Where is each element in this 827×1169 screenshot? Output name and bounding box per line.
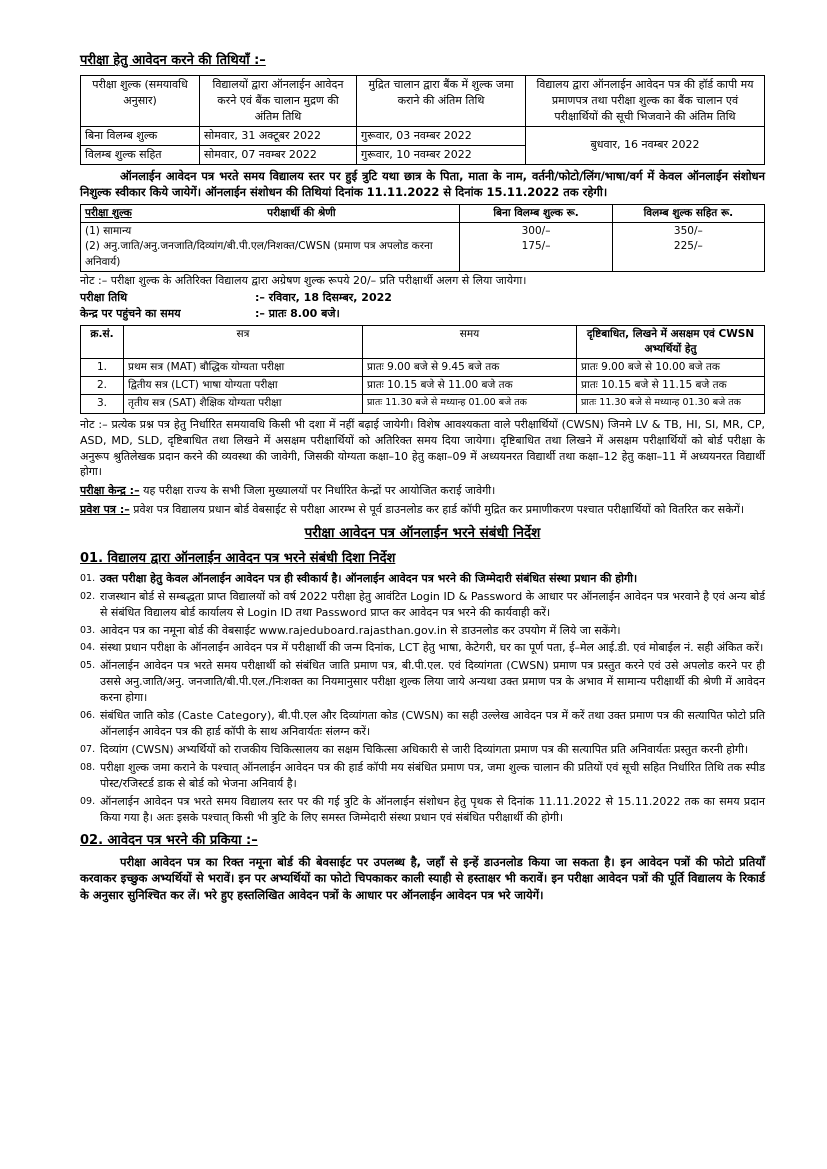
session-sno: 1. xyxy=(81,359,124,377)
reporting-time-value: :– प्रातः 8.00 बजे। xyxy=(255,306,340,320)
list-item-text: संबंधित जाति कोड (Caste Category), बी.पी.एल और दिव्यांगता कोड (CWSN) का सही उल्लेख आवेदन पत्र में करें तथा उक्त प्रमाण पत्र की सत्यापित फोटो प्रति ऑनलाईन आवेदन पत्र की हार्ड कॉपी के साथ अनिवार्यतः संलग्न करें। xyxy=(100,709,765,739)
dates-table-header xyxy=(81,75,765,126)
list-item-number: 04. xyxy=(80,642,96,654)
session-table-header xyxy=(81,325,765,358)
list-item-text: आवेदन पत्र का नमूना बोर्ड की वेबसाईट www.rajeduboard.rajasthan.gov.in से डाउनलोड कर उपयोग में लिये जा सकेंगे। xyxy=(100,623,621,637)
exam-date-label: परीक्षा तिथि xyxy=(80,290,128,304)
fee-value: 175/– xyxy=(521,240,551,253)
online-date: सोमवार, 31 अक्टूबर 2022 xyxy=(200,126,357,145)
header-with-late: विलम्ब शुल्क सहित रू. xyxy=(612,204,764,222)
table-row xyxy=(81,126,765,145)
fee-value: 350/– xyxy=(673,225,703,238)
table-row xyxy=(81,359,765,377)
session-time: प्रातः 10.15 बजे से 11.00 बजे तक xyxy=(363,377,577,395)
list-item-text: ऑनलाईन आवेदन पत्र भरते समय परीक्षार्थी को संबंधित जाति प्रमाण पत्र, बी.पी.एल. एवं दिव्यांगता (CWSN) प्रमाण पत्र प्रस्तुत करने एवं उसे अपलोड करने पर ही उससे अनु.जाति/अनु. जनजाति/बी.पी.एल./निःशक्त का नियमानुसार परीक्षा शुल्क लिया जाये अन्यथा उक्त प्रमाण पत्र के अभाव में सामान्य परीक्षार्थी की श्रेणी में आवेदन करना होगा। xyxy=(100,659,765,705)
list-item-text: दिव्यांग (CWSN) अभ्यर्थियों को राजकीय चिकित्सालय का सक्षम चिकित्सा अधिकारी से जारी दिव्यांगता प्रमाण पत्र की सत्यापित प्रति अनिवार्यतः प्रस्तुत करनी होगी। xyxy=(100,743,749,757)
exam-date-row xyxy=(80,290,765,306)
session-time: प्रातः 9.00 बजे से 9.45 बजे तक xyxy=(363,359,577,377)
fee-type: बिना विलम्ब शुल्क xyxy=(81,126,200,145)
header-hardcopy-date: विद्यालय द्वारा ऑनलाईन आवेदन पत्र की हॉर्ड कापी मय प्रमाणपत्र तथा परीक्षा शुल्क का बैंक चालान एवं परीक्षार्थियों की सूची भिजवाने की अंतिम तिथि xyxy=(526,75,765,126)
bank-date: गुरूवार, 03 नवम्बर 2022 xyxy=(357,126,526,145)
table-row xyxy=(81,377,765,395)
fee-value: 225/– xyxy=(673,240,703,253)
session-cwsn-time: प्रातः 10.15 बजे से 11.15 बजे तक xyxy=(577,377,765,395)
session-sno: 3. xyxy=(81,395,124,413)
list-item-text: ऑनलाईन आवेदन पत्र भरते समय विद्यालय स्तर पर की गई त्रुटि के ऑनलाईन संशोधन हेतु पृथक से दिनांक 11.11.2022 से 15.11.2022 तक का समय प्रदान किया गया है। अतः इसके पश्चात् किसी भी त्रुटि के लिए समस्त जिम्मेदारी संस्था प्रधान एवं संबंधित परीक्षार्थी की होगी। xyxy=(100,794,765,824)
list-item-number: 08. xyxy=(80,762,96,773)
header-no-late: बिना विलम्ब शुल्क रू. xyxy=(460,204,612,222)
category-general: (1) सामान्य xyxy=(85,225,132,238)
exam-center-label: परीक्षा केन्द्र :– xyxy=(80,484,140,498)
list-item xyxy=(80,708,765,740)
list-item-text: उक्त परीक्षा हेतु केवल ऑनलाईन आवेदन पत्र ही स्वीकार्य है। ऑनलाईन आवेदन पत्र भरने की जिम्मेदारी संबंधित संस्था प्रधान की होगी। xyxy=(100,571,638,585)
header-bank-date: मुद्रित चालान द्वारा बैंक में शुल्क जमा कराने की अंतिम तिथि xyxy=(357,75,526,126)
list-item xyxy=(80,589,765,621)
list-item-number: 07. xyxy=(80,744,96,756)
session-table xyxy=(80,325,765,414)
list-item-number: 09. xyxy=(80,795,96,807)
session-time: प्रातः 11.30 बजे से मध्यान्ह 01.00 बजे तक xyxy=(363,395,577,413)
exam-center-row xyxy=(80,483,765,499)
header-session: सत्र xyxy=(124,325,363,358)
session-name: द्वितीय सत्र (LCT) भाषा योग्यता परीक्षा xyxy=(124,377,363,395)
header-online-date: विद्यालयों द्वारा ऑनलाईन आवेदन करने एवं बैंक चालान मुद्रण की अंतिम तिथि xyxy=(200,75,357,126)
fee-value: 300/– xyxy=(521,225,551,238)
subsection-1-title: 01. विद्यालय द्वारा ऑनलाईन आवेदन पत्र भरने संबंधी दिशा निर्देश xyxy=(80,550,396,566)
admit-card-label: प्रवेश पत्र :– xyxy=(80,503,130,517)
subsection-2-title: 02. आवेदन पत्र भरने की प्रकिया :– xyxy=(80,832,258,848)
process-paragraph: परीक्षा आवेदन पत्र का रिक्त नमूना बोर्ड की बेवसाईट पर उपलब्ध है, जहाँ से इन्हें डाउनलोड किया जा सकता है। इन आवेदन पत्रों की फोटो प्रतियाँ करवाकर इच्छुक अभ्यर्थियों से भरावें। इन पर अभ्यर्थियों का फोटो चिपकाकर काली स्याही से हस्ताक्षर भी करावें। इन परीक्षा आवेदन पत्रों की पूर्ति विद्यालय के रिकार्ड के अनुसार सुनिश्चित कर लें। भरे हुए हस्तलिखित आवेदन पत्रों के आधार पर ऑनलाईन आवेदन पत्र भरे जायेगें। xyxy=(80,854,765,902)
bank-date: गुरूवार, 10 नवम्बर 2022 xyxy=(357,145,526,164)
list-item xyxy=(80,794,765,826)
fee-note: नोट :– परीक्षा शुल्क के अतिरिक्त विद्यालय द्वारा अग्रेषण शुल्क रूपये 20/– प्रति परीक्षार्थी अलग से लिया जायेगा। xyxy=(80,273,527,287)
instructions-title: परीक्षा आवेदन पत्र ऑनलाईन भरने संबंधी निर्देश xyxy=(304,525,541,542)
fee-category xyxy=(81,223,460,272)
table-row xyxy=(81,395,765,413)
list-item-number: 02. xyxy=(80,590,96,602)
session-cwsn-time: प्रातः 9.00 बजे से 10.00 बजे तक xyxy=(577,359,765,377)
fee-no-late xyxy=(460,223,612,272)
list-item-number: 03. xyxy=(80,624,96,636)
fee-with-late xyxy=(612,223,764,272)
reporting-time-label: केन्द्र पर पहुंचने का समय xyxy=(80,306,181,320)
header-time: समय xyxy=(363,325,577,358)
dates-table xyxy=(80,75,765,165)
admit-card-row xyxy=(80,502,765,518)
list-item xyxy=(80,640,765,656)
list-item xyxy=(80,658,765,706)
header-category: परीक्षार्थी की श्रेणी xyxy=(143,204,460,222)
hardcopy-date: बुधवार, 16 नवम्बर 2022 xyxy=(526,126,765,164)
header-fee: परीक्षा शुल्क (समयावधि अनुसार) xyxy=(81,75,200,126)
category-reserved: (2) अनु.जाति/अनु.जनजाति/दिव्यांग/बी.पी.एल/निशक्त/CWSN (प्रमाण पत्र अपलोड करना अनिवार्य) xyxy=(85,240,433,268)
header-sno: क्र.सं. xyxy=(81,325,124,358)
session-cwsn-time: प्रातः 11.30 बजे से मध्यान्ह 01.30 बजे तक xyxy=(577,395,765,413)
dates-heading: परीक्षा हेतु आवेदन करने की तिथियाँ :– xyxy=(80,53,266,68)
list-item xyxy=(80,623,765,639)
fee-table xyxy=(80,204,765,272)
fee-type: विलम्ब शुल्क सहित xyxy=(81,145,200,164)
session-name: तृतीय सत्र (SAT) शैक्षिक योग्यता परीक्षा xyxy=(124,395,363,413)
admit-card-text: प्रवेश पत्र विद्यालय प्रधान बोर्ड वेबसाईट से परीक्षा आरम्भ से पूर्व डाउनलोड कर हार्ड कॉपी मुद्रित कर प्रमाणीकरण पश्चात परीक्षार्थियों को वितरित कर सकेगें। xyxy=(133,503,745,517)
list-item xyxy=(80,742,765,758)
list-item-number: 01. xyxy=(80,572,96,584)
session-note: नोट :– प्रत्येक प्रश्न पत्र हेतु निर्धारित समयावधि किसी भी दशा में नहीं बढ़ाई जायेगी। विशेष आवश्यकता वाले परीक्षार्थियों (CWSN) जिनमे LV & TB, HI, SI, MR, CP, ASD, MD, SLD, दृष्टिबाधित तथा लिखने में असक्षम परीक्षार्थियों को अतिरिक्त समय दिया जायेगा। दृष्टिबाधित तथा लिखने में असक्षम परीक्षार्थियों को बोर्ड परीक्षा के अनुरूप श्रुतिलेखक प्रदान करने की व्यवस्था की जावेगी, जिसकी योग्यता कक्षा–10 हेतु कक्षा–09 में अध्ययनरत विद्यार्थी तथा कक्षा–12 हेतु कक्षा–11 में अध्ययनरत विद्यार्थी होगा। xyxy=(80,417,765,479)
list-item-text: राजस्थान बोर्ड से सम्बद्धता प्राप्त विद्यालयों को वर्ष 2022 परीक्षा हेतु आवंटित Login ID & Password के आधार पर ऑनलाईन आवेदन पत्र भरवाने है एवं अन्य बोर्ड से संबंधित विद्यालय बोर्ड कार्यालय से Login ID तथा Password प्राप्त कर आवेदन पत्र भरने की कार्यवाही करें। xyxy=(100,589,765,619)
session-name: प्रथम सत्र (MAT) बौद्धिक योग्यता परीक्षा xyxy=(124,359,363,377)
reporting-time-row xyxy=(80,306,765,322)
fee-table-header xyxy=(81,204,765,222)
list-item-text: संस्था प्रधान परीक्षा के ऑनलाईन आवेदन पत्र में परीक्षार्थी की जन्म दिनांक, LCT हेतु भाषा, केटेगरी, घर का पूर्ण पता, ई–मेल आई.डी. एवं मोबाईल नं. सही अंकित करें। xyxy=(100,641,764,655)
correction-paragraph: ऑनलाईन आवेदन पत्र भरते समय विद्यालय स्तर पर हुई त्रुटि यथा छात्र के पिता, माता के नाम, वर्तनी/फोटो/लिंग/भाषा/वर्ग में केवल ऑनलाईन संशोधन निशुल्क स्वीकार किये जायेगें। ऑनलाईन संशोधन की तिथियां दिनांक 11.11.2022 से दिनांक 15.11.2022 तक रहेगी। xyxy=(80,168,765,200)
header-exam-fee: परीक्षा शुल्क xyxy=(81,204,144,222)
exam-date-value: :– रविवार, 18 दिसम्बर, 2022 xyxy=(255,290,392,304)
session-sno: 2. xyxy=(81,377,124,395)
list-item-number: 05. xyxy=(80,660,96,672)
list-item-text: परीक्षा शुल्क जमा कराने के पश्चात् ऑनलाईन आवेदन पत्र की हार्ड कॉपी मय संबंधित प्रमाण पत्र, जमा शुल्क चालान की प्रतियों एवं सूची सहित निर्धारित तिथि तक स्पीड पोस्ट/रजिस्टर्ड डाक से बोर्ड को भेजना अनिवार्य है। xyxy=(100,761,765,790)
instruction-list xyxy=(80,571,765,826)
header-cwsn-time: दृष्टिबाधित, लिखने में असक्षम एवं CWSN अभ्यर्थियों हेतु xyxy=(577,325,765,358)
online-date: सोमवार, 07 नवम्बर 2022 xyxy=(200,145,357,164)
table-row xyxy=(81,223,765,272)
list-item-number: 06. xyxy=(80,710,96,722)
list-item xyxy=(80,571,765,587)
exam-center-text: यह परीक्षा राज्य के सभी जिला मुख्यालयों पर निर्धारित केन्द्रों पर आयोजित कराई जावेगी। xyxy=(143,484,496,498)
list-item xyxy=(80,760,765,792)
